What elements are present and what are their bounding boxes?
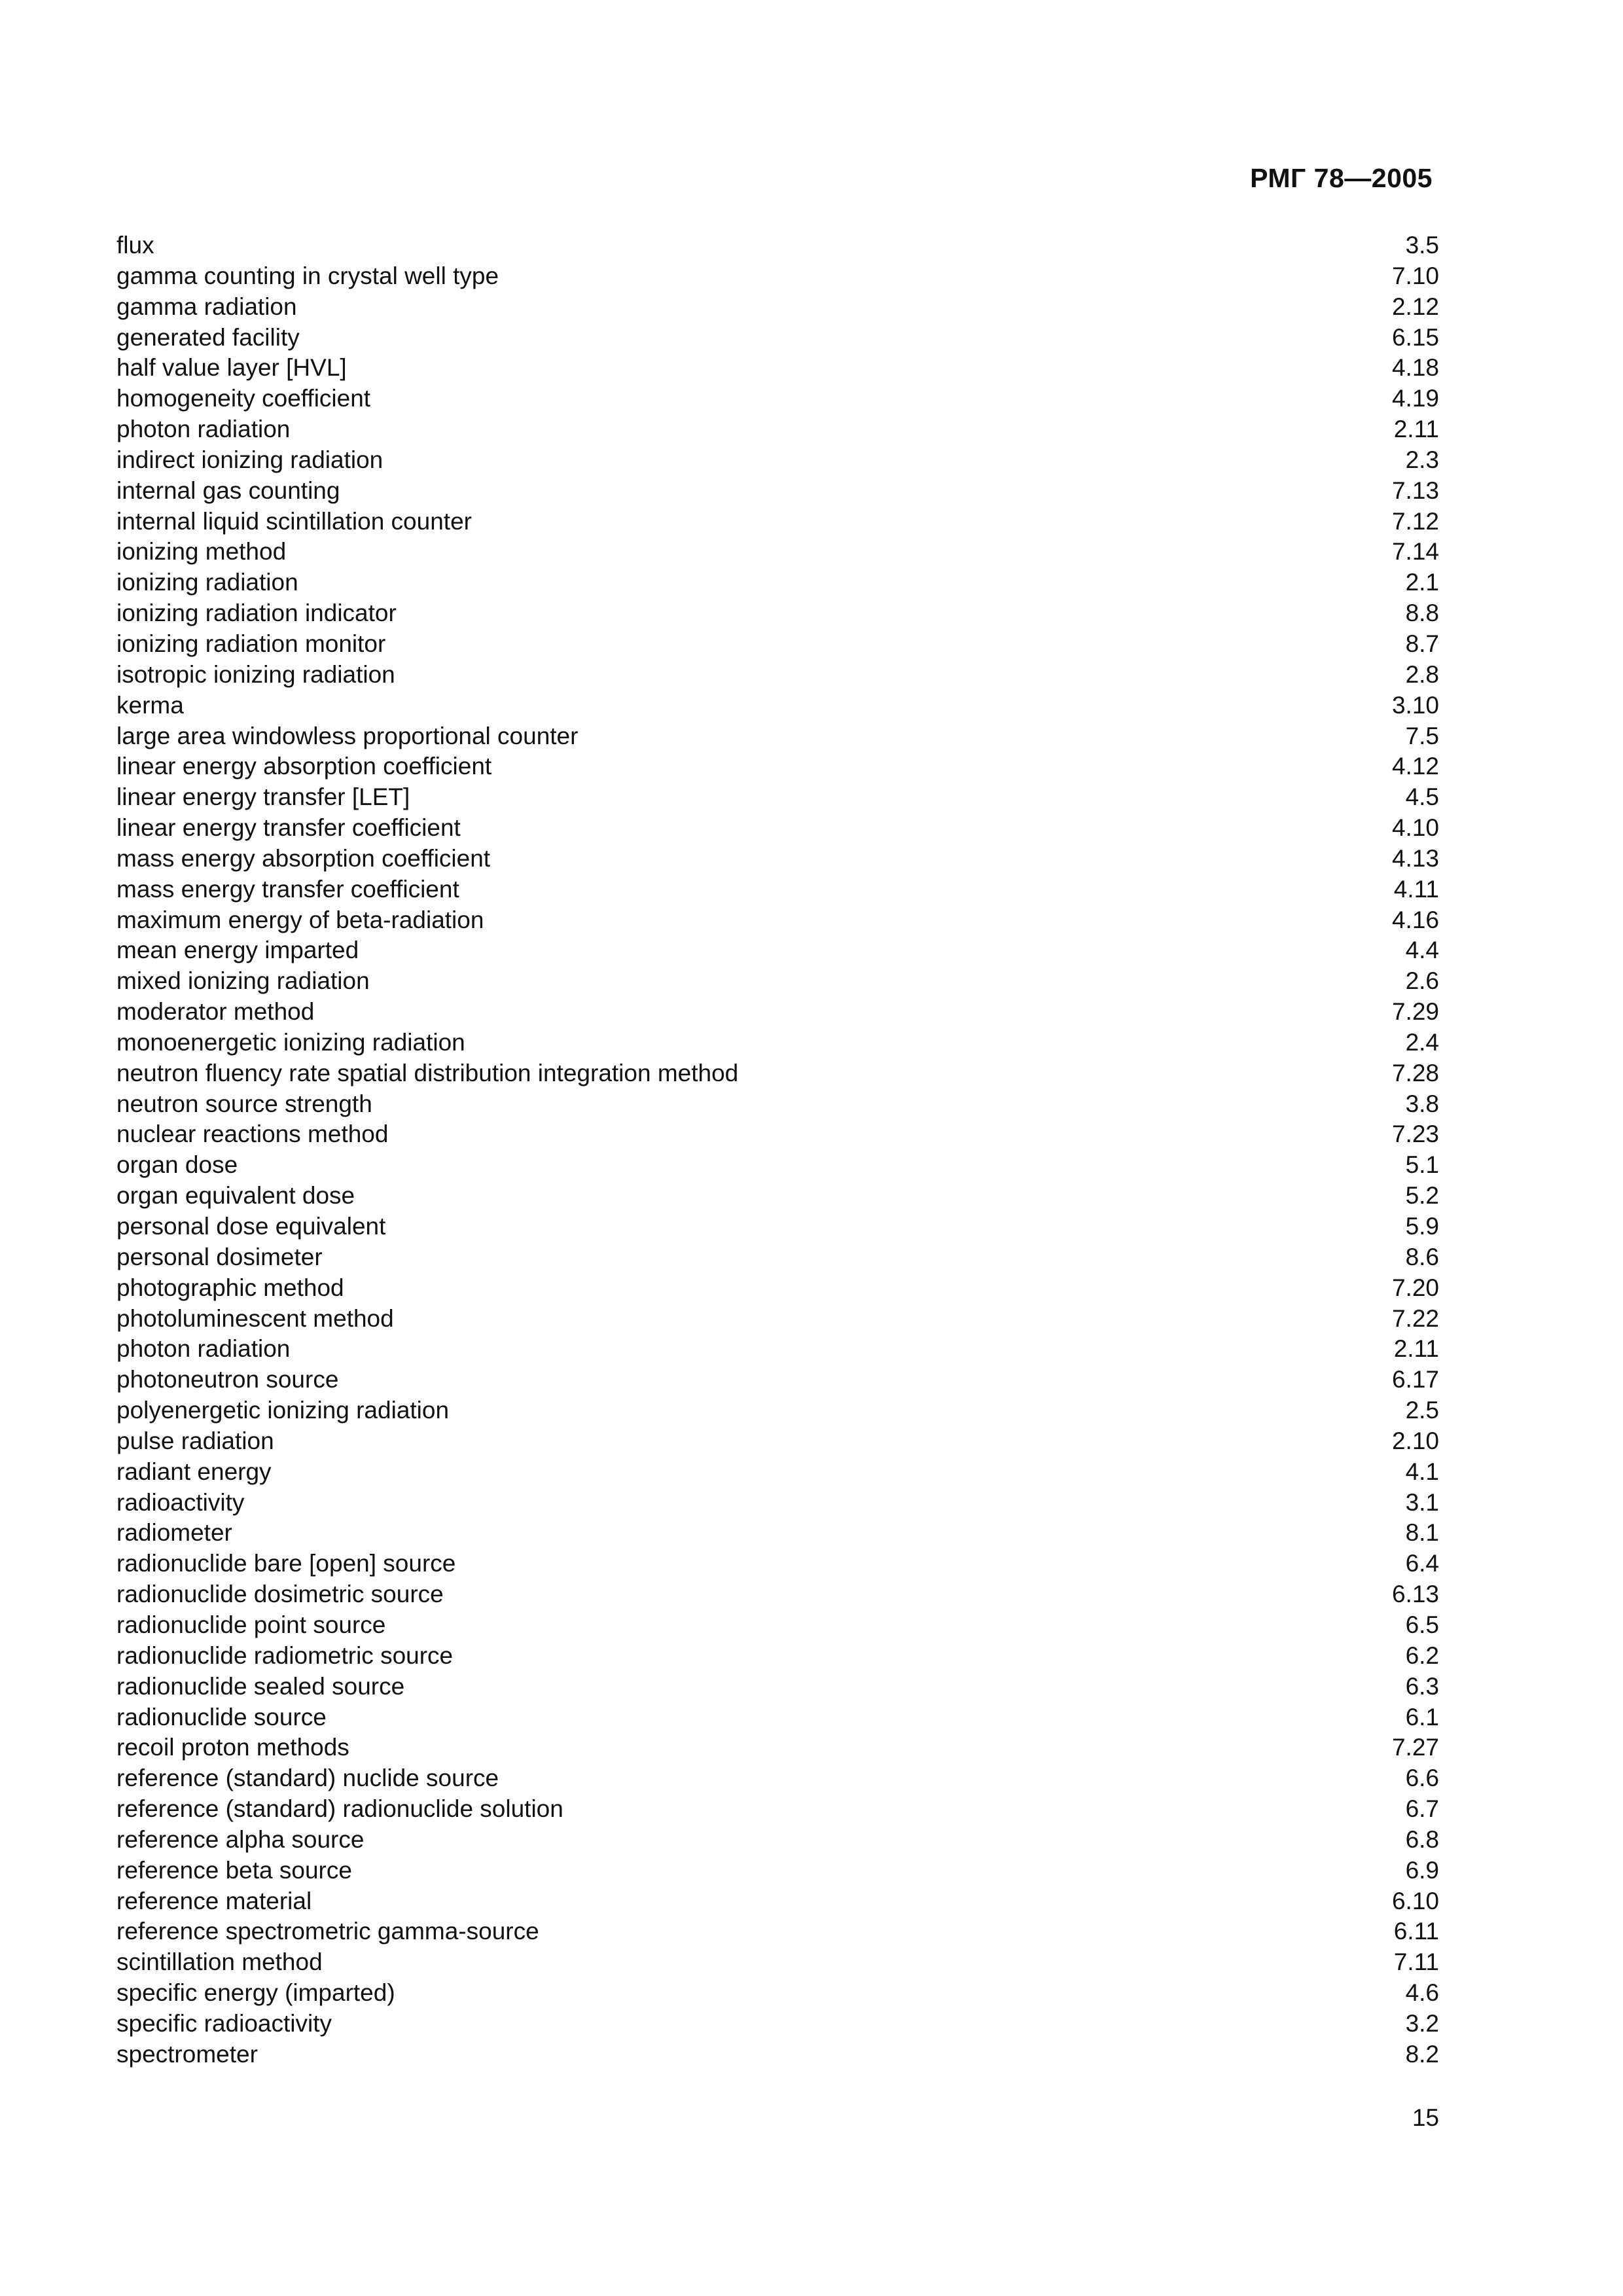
index-term: organ dose (116, 1151, 238, 1179)
index-entry (116, 1732, 1439, 1763)
index-section-ref: 3.2 (1405, 2009, 1439, 2037)
index-term: radiant energy (116, 1458, 272, 1485)
index-entry (116, 2039, 1439, 2070)
index-term: mass energy absorption coefficient (116, 844, 491, 872)
index-section-ref: 7.29 (1391, 998, 1439, 1026)
index-section-ref: 4.1 (1405, 1458, 1439, 1485)
index-term: photoneutron source (116, 1366, 339, 1393)
index-section-ref: 6.3 (1405, 1672, 1439, 1700)
index-entry (116, 292, 1439, 323)
index-term: gamma counting in crystal well type (116, 262, 499, 289)
index-entry (116, 997, 1439, 1028)
index-term: radionuclide source (116, 1703, 327, 1731)
index-term: generated facility (116, 323, 300, 351)
index-section-ref: 7.14 (1391, 538, 1439, 565)
index-entry (116, 1978, 1439, 2009)
index-entry (116, 935, 1439, 966)
index-entry (116, 1334, 1439, 1365)
index-section-ref: 4.13 (1391, 844, 1439, 872)
index-section-ref: 4.19 (1391, 385, 1439, 412)
index-term: mixed ionizing radiation (116, 967, 370, 995)
index-entry (116, 660, 1439, 691)
index-term: half value layer [HVL] (116, 354, 347, 382)
index-entry (116, 782, 1439, 813)
index-section-ref: 4.4 (1405, 937, 1439, 964)
index-term: maximum energy of beta-radiation (116, 906, 484, 933)
index-entry (116, 813, 1439, 844)
index-section-ref: 2.12 (1391, 293, 1439, 320)
index-entry (116, 1549, 1439, 1579)
index-section-ref: 6.11 (1393, 1918, 1439, 1945)
index-entry (116, 1825, 1439, 1856)
index-entry (116, 1457, 1439, 1488)
index-term: photon radiation (116, 1335, 291, 1363)
index-entry (116, 1395, 1439, 1426)
index-entry (116, 567, 1439, 598)
index-section-ref: 3.1 (1405, 1488, 1439, 1516)
index-section-ref: 3.5 (1405, 232, 1439, 259)
index-term: neutron source strength (116, 1090, 372, 1117)
index-section-ref: 5.9 (1405, 1213, 1439, 1240)
index-section-ref: 3.8 (1405, 1090, 1439, 1117)
index-entry (116, 1672, 1439, 1702)
index-section-ref: 4.18 (1391, 354, 1439, 382)
index-section-ref: 6.4 (1405, 1550, 1439, 1577)
index-entry (116, 1794, 1439, 1825)
index-entry (116, 1579, 1439, 1610)
index-section-ref: 7.12 (1391, 507, 1439, 535)
index-term: organ equivalent dose (116, 1182, 355, 1210)
index-term: linear energy transfer coefficient (116, 814, 461, 842)
index-section-ref: 8.8 (1405, 600, 1439, 627)
index-entry (116, 1150, 1439, 1181)
index-section-ref: 7.10 (1391, 262, 1439, 289)
index-section-ref: 4.11 (1393, 875, 1439, 903)
index-term: reference spectrometric gamma-source (116, 1918, 539, 1945)
index-section-ref: 5.1 (1405, 1151, 1439, 1179)
index-section-ref: 5.2 (1405, 1182, 1439, 1210)
index-term: spectrometer (116, 2040, 258, 2068)
index-entry (116, 323, 1439, 353)
index-entry (116, 1763, 1439, 1794)
index-entry (116, 844, 1439, 874)
index-section-ref: 6.9 (1405, 1856, 1439, 1884)
index-entry (116, 1089, 1439, 1120)
index-term: pulse radiation (116, 1427, 274, 1454)
index-entry (116, 353, 1439, 384)
index-section-ref: 2.3 (1405, 446, 1439, 473)
index-section-ref: 2.4 (1405, 1028, 1439, 1056)
index-entry (116, 874, 1439, 905)
index-term: radiometer (116, 1519, 232, 1547)
index-entry (116, 1488, 1439, 1518)
index-term: recoil proton methods (116, 1734, 349, 1761)
index-section-ref: 7.5 (1405, 722, 1439, 749)
index-term: reference (standard) radionuclide solution (116, 1795, 563, 1823)
index-term: reference alpha source (116, 1825, 365, 1853)
index-term: photon radiation (116, 416, 291, 443)
index-term: reference (standard) nuclide source (116, 1765, 499, 1792)
index-section-ref: 6.10 (1391, 1887, 1439, 1914)
index-entry (116, 261, 1439, 292)
index-entry (116, 1886, 1439, 1917)
index-term: radionuclide point source (116, 1611, 386, 1638)
index-section-ref: 7.11 (1393, 1948, 1439, 1976)
index-section-ref: 8.6 (1405, 1243, 1439, 1270)
index-entry (116, 1916, 1439, 1947)
index-section-ref: 4.6 (1405, 1979, 1439, 2007)
index-entry (116, 1242, 1439, 1273)
index-section-ref: 4.12 (1391, 753, 1439, 780)
index-entry (116, 1518, 1439, 1549)
index-term: linear energy absorption coefficient (116, 753, 492, 780)
index-section-ref: 7.22 (1391, 1304, 1439, 1332)
index-entry (116, 1119, 1439, 1150)
index-term: large area windowless proportional counter (116, 722, 579, 749)
index-term: nuclear reactions method (116, 1121, 389, 1148)
index-term: mean energy imparted (116, 937, 359, 964)
term-index-list (116, 230, 1439, 2070)
index-section-ref: 6.13 (1391, 1581, 1439, 1608)
index-entry (116, 1426, 1439, 1457)
index-entry (116, 1304, 1439, 1335)
index-term: polyenergetic ionizing radiation (116, 1397, 450, 1424)
index-term: photographic method (116, 1274, 344, 1301)
index-section-ref: 3.10 (1391, 691, 1439, 719)
index-term: neutron fluency rate spatial distribution integration method (116, 1059, 739, 1086)
index-term: reference beta source (116, 1856, 352, 1884)
index-entry (116, 1947, 1439, 1978)
index-section-ref: 7.20 (1391, 1274, 1439, 1301)
index-entry (116, 1058, 1439, 1089)
index-entry (116, 691, 1439, 721)
index-entry (116, 751, 1439, 782)
index-term: homogeneity coefficient (116, 385, 371, 412)
index-section-ref: 7.27 (1391, 1734, 1439, 1761)
index-section-ref: 4.16 (1391, 906, 1439, 933)
index-section-ref: 8.7 (1405, 630, 1439, 657)
index-term: scintillation method (116, 1948, 323, 1976)
index-section-ref: 2.8 (1405, 660, 1439, 688)
index-entry (116, 1365, 1439, 1395)
index-entry (116, 476, 1439, 507)
index-section-ref: 2.6 (1405, 967, 1439, 995)
index-entry (116, 1856, 1439, 1886)
index-term: isotropic ionizing radiation (116, 660, 395, 688)
index-term: photoluminescent method (116, 1304, 394, 1332)
index-section-ref: 2.10 (1391, 1427, 1439, 1454)
index-entry (116, 414, 1439, 445)
index-term: personal dosimeter (116, 1243, 323, 1270)
index-term: radionuclide bare [open] source (116, 1550, 456, 1577)
index-section-ref: 2.5 (1405, 1397, 1439, 1424)
index-section-ref: 2.11 (1393, 416, 1439, 443)
index-term: specific radioactivity (116, 2009, 332, 2037)
index-section-ref: 4.5 (1405, 783, 1439, 811)
index-section-ref: 8.2 (1405, 2040, 1439, 2068)
index-term: radionuclide radiometric source (116, 1641, 454, 1669)
index-section-ref: 6.8 (1405, 1825, 1439, 1853)
index-term: flux (116, 232, 154, 259)
index-entry (116, 507, 1439, 537)
index-entry (116, 384, 1439, 414)
index-term: gamma radiation (116, 293, 297, 320)
index-entry (116, 1702, 1439, 1733)
index-entry (116, 2009, 1439, 2039)
index-term: radioactivity (116, 1488, 245, 1516)
index-entry (116, 629, 1439, 660)
index-term: moderator method (116, 998, 315, 1026)
index-entry (116, 1211, 1439, 1242)
index-section-ref: 6.1 (1405, 1703, 1439, 1731)
index-section-ref: 6.7 (1405, 1795, 1439, 1823)
index-entry (116, 1610, 1439, 1641)
index-entry (116, 1273, 1439, 1304)
index-section-ref: 7.13 (1391, 476, 1439, 504)
index-term: specific energy (imparted) (116, 1979, 395, 2007)
index-section-ref: 6.17 (1391, 1366, 1439, 1393)
index-section-ref: 7.23 (1391, 1121, 1439, 1148)
index-entry (116, 905, 1439, 936)
index-section-ref: 2.11 (1393, 1335, 1439, 1363)
index-section-ref: 4.10 (1391, 814, 1439, 842)
index-term: reference material (116, 1887, 312, 1914)
index-term: ionizing radiation (116, 569, 298, 596)
index-term: radionuclide sealed source (116, 1672, 405, 1700)
index-term: internal gas counting (116, 476, 340, 504)
index-term: internal liquid scintillation counter (116, 507, 472, 535)
index-section-ref: 2.1 (1405, 569, 1439, 596)
index-entry (116, 537, 1439, 567)
index-section-ref: 6.6 (1405, 1765, 1439, 1792)
index-term: kerma (116, 691, 184, 719)
index-term: ionizing radiation indicator (116, 600, 397, 627)
index-term: personal dose equivalent (116, 1213, 386, 1240)
document-code-header: РМГ 78—2005 (1250, 163, 1433, 193)
index-entry (116, 1028, 1439, 1058)
page-number: 15 (1412, 2104, 1439, 2131)
index-section-ref: 7.28 (1391, 1059, 1439, 1086)
index-term: indirect ionizing radiation (116, 446, 383, 473)
index-term: linear energy transfer [LET] (116, 783, 410, 811)
index-term: mass energy transfer coefficient (116, 875, 459, 903)
index-term: monoenergetic ionizing radiation (116, 1028, 465, 1056)
index-term: radionuclide dosimetric source (116, 1581, 444, 1608)
index-entry (116, 1181, 1439, 1211)
index-term: ionizing method (116, 538, 287, 565)
index-term: ionizing radiation monitor (116, 630, 386, 657)
index-entry (116, 230, 1439, 261)
index-section-ref: 6.15 (1391, 323, 1439, 351)
index-section-ref: 6.2 (1405, 1641, 1439, 1669)
index-entry (116, 1641, 1439, 1672)
index-entry (116, 721, 1439, 752)
index-section-ref: 8.1 (1405, 1519, 1439, 1547)
index-entry (116, 445, 1439, 476)
index-entry (116, 598, 1439, 629)
index-entry (116, 966, 1439, 997)
index-section-ref: 6.5 (1405, 1611, 1439, 1638)
